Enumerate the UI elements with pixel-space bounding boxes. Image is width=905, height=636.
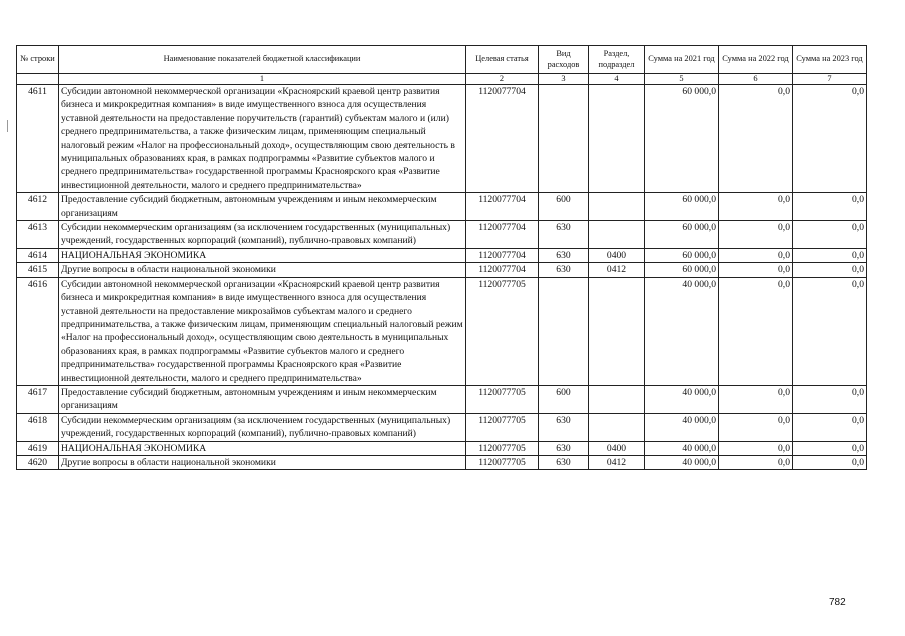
header-row-number: № строки xyxy=(17,46,59,74)
scan-margin-mark xyxy=(7,120,8,132)
expense-type-cell xyxy=(539,277,589,385)
header-sum-2022: Сумма на 2022 год xyxy=(719,46,793,74)
section-cell xyxy=(589,85,645,193)
column-number-cell: 2 xyxy=(466,74,539,85)
expense-type-cell: 600 xyxy=(539,385,589,413)
table-row xyxy=(17,248,867,262)
table-row xyxy=(17,193,867,221)
sum-2022-cell: 0,0 xyxy=(719,221,793,249)
indicator-name-cell: Субсидии автономной некоммерческой организации «Красноярский краевой центр развития бизнеса и микрокредитная компания» в виде имущественного взноса для осуществления уставной деятельности на предоставление микрозаймов субъектам малого и среднего предпринимательства, а также физическим лицам, применяющим специальный налоговый режим «Налог на профессиональный доход», осуществляющим свою деятельность в муниципальных образованиях края, в рамках подпрограммы «Развитие субъектов малого и среднего предпринимательства» государственной программы Красноярского края «Развитие инвестиционной деятельности, малого и среднего предпринимательства» xyxy=(59,277,466,385)
page-number: 782 xyxy=(829,597,846,608)
sum-2022-cell: 0,0 xyxy=(719,277,793,385)
sum-2021-cell: 60 000,0 xyxy=(645,85,719,193)
table-header-row xyxy=(17,46,867,74)
row-number-cell: 4616 xyxy=(17,277,59,385)
table-body xyxy=(17,85,867,470)
budget-table xyxy=(16,45,867,470)
sum-2021-cell: 60 000,0 xyxy=(645,263,719,277)
column-number-row xyxy=(17,74,867,85)
target-article-cell: 1120077704 xyxy=(466,221,539,249)
row-number-cell: 4618 xyxy=(17,413,59,441)
target-article-cell: 1120077704 xyxy=(466,85,539,193)
sum-2021-cell: 40 000,0 xyxy=(645,413,719,441)
sum-2023-cell: 0,0 xyxy=(793,385,867,413)
indicator-name-cell: Другие вопросы в области национальной экономики xyxy=(59,263,466,277)
indicator-name-cell: Предоставление субсидий бюджетным, автономным учреждениям и иным некоммерческим организациям xyxy=(59,193,466,221)
header-expense-type: Вид расходов xyxy=(539,46,589,74)
target-article-cell: 1120077705 xyxy=(466,385,539,413)
section-cell: 0412 xyxy=(589,455,645,469)
table-row xyxy=(17,263,867,277)
expense-type-cell xyxy=(539,85,589,193)
table-row xyxy=(17,277,867,385)
expense-type-cell: 630 xyxy=(539,455,589,469)
indicator-name-cell: Субсидии автономной некоммерческой организации «Красноярский краевой центр развития бизнеса и микрокредитная компания» в виде имущественного взноса для осуществления уставной деятельности на предоставление поручительств (гарантий) субъектам малого и (или) среднего предпринимательства, а также физическим лицам, применяющим специальный налоговый режим «Налог на профессиональный доход», осуществляющим свою деятельность в муниципальных образованиях края, в рамках подпрограммы «Развитие субъектов малого и среднего предпринимательства» государственной программы Красноярского края «Развитие инвестиционной деятельности, малого и среднего предпринимательства» xyxy=(59,85,466,193)
sum-2023-cell: 0,0 xyxy=(793,221,867,249)
column-number-cell: 6 xyxy=(719,74,793,85)
row-number-cell: 4620 xyxy=(17,455,59,469)
indicator-name-cell: Субсидии некоммерческим организациям (за исключением государственных (муниципальных) учреждений, государственных корпораций (компаний), публично-правовых компаний) xyxy=(59,413,466,441)
target-article-cell: 1120077704 xyxy=(466,193,539,221)
sum-2021-cell: 40 000,0 xyxy=(645,385,719,413)
indicator-name-cell: НАЦИОНАЛЬНАЯ ЭКОНОМИКА xyxy=(59,248,466,262)
expense-type-cell: 630 xyxy=(539,413,589,441)
row-number-cell: 4613 xyxy=(17,221,59,249)
target-article-cell: 1120077705 xyxy=(466,455,539,469)
sum-2021-cell: 40 000,0 xyxy=(645,441,719,455)
sum-2023-cell: 0,0 xyxy=(793,455,867,469)
expense-type-cell: 630 xyxy=(539,221,589,249)
table-row xyxy=(17,385,867,413)
header-section: Раздел, подраздел xyxy=(589,46,645,74)
column-number-cell xyxy=(17,74,59,85)
sum-2023-cell: 0,0 xyxy=(793,85,867,193)
column-number-cell: 5 xyxy=(645,74,719,85)
row-number-cell: 4612 xyxy=(17,193,59,221)
table-row xyxy=(17,85,867,193)
sum-2023-cell: 0,0 xyxy=(793,263,867,277)
sum-2021-cell: 60 000,0 xyxy=(645,248,719,262)
indicator-name-cell: Субсидии некоммерческим организациям (за исключением государственных (муниципальных) учреждений, государственных корпораций (компаний), публично-правовых компаний) xyxy=(59,221,466,249)
indicator-name-cell: Предоставление субсидий бюджетным, автономным учреждениям и иным некоммерческим организациям xyxy=(59,385,466,413)
sum-2023-cell: 0,0 xyxy=(793,441,867,455)
target-article-cell: 1120077705 xyxy=(466,413,539,441)
sum-2023-cell: 0,0 xyxy=(793,277,867,385)
section-cell: 0400 xyxy=(589,248,645,262)
sum-2022-cell: 0,0 xyxy=(719,263,793,277)
table-row xyxy=(17,455,867,469)
column-number-cell: 7 xyxy=(793,74,867,85)
table-row xyxy=(17,221,867,249)
section-cell: 0412 xyxy=(589,263,645,277)
sum-2022-cell: 0,0 xyxy=(719,413,793,441)
column-number-cell: 3 xyxy=(539,74,589,85)
sum-2021-cell: 60 000,0 xyxy=(645,193,719,221)
sum-2022-cell: 0,0 xyxy=(719,85,793,193)
section-cell xyxy=(589,385,645,413)
row-number-cell: 4619 xyxy=(17,441,59,455)
sum-2022-cell: 0,0 xyxy=(719,385,793,413)
sum-2022-cell: 0,0 xyxy=(719,248,793,262)
target-article-cell: 1120077705 xyxy=(466,277,539,385)
section-cell xyxy=(589,413,645,441)
section-cell xyxy=(589,221,645,249)
sum-2023-cell: 0,0 xyxy=(793,413,867,441)
column-number-cell: 1 xyxy=(59,74,466,85)
section-cell xyxy=(589,277,645,385)
row-number-cell: 4617 xyxy=(17,385,59,413)
header-sum-2021: Сумма на 2021 год xyxy=(645,46,719,74)
sum-2021-cell: 40 000,0 xyxy=(645,455,719,469)
expense-type-cell: 600 xyxy=(539,193,589,221)
sum-2022-cell: 0,0 xyxy=(719,455,793,469)
header-sum-2023: Сумма на 2023 год xyxy=(793,46,867,74)
indicator-name-cell: НАЦИОНАЛЬНАЯ ЭКОНОМИКА xyxy=(59,441,466,455)
section-cell: 0400 xyxy=(589,441,645,455)
sum-2021-cell: 60 000,0 xyxy=(645,221,719,249)
expense-type-cell: 630 xyxy=(539,248,589,262)
expense-type-cell: 630 xyxy=(539,263,589,277)
row-number-cell: 4615 xyxy=(17,263,59,277)
row-number-cell: 4611 xyxy=(17,85,59,193)
target-article-cell: 1120077704 xyxy=(466,248,539,262)
expense-type-cell: 630 xyxy=(539,441,589,455)
target-article-cell: 1120077704 xyxy=(466,263,539,277)
header-indicator-name: Наименование показателей бюджетной классификации xyxy=(59,46,466,74)
sum-2023-cell: 0,0 xyxy=(793,193,867,221)
target-article-cell: 1120077705 xyxy=(466,441,539,455)
sum-2023-cell: 0,0 xyxy=(793,248,867,262)
sum-2021-cell: 40 000,0 xyxy=(645,277,719,385)
header-target-article: Целевая статья xyxy=(466,46,539,74)
column-number-cell: 4 xyxy=(589,74,645,85)
document-page xyxy=(16,45,867,470)
table-row xyxy=(17,441,867,455)
row-number-cell: 4614 xyxy=(17,248,59,262)
indicator-name-cell: Другие вопросы в области национальной экономики xyxy=(59,455,466,469)
sum-2022-cell: 0,0 xyxy=(719,193,793,221)
section-cell xyxy=(589,193,645,221)
table-row xyxy=(17,413,867,441)
sum-2022-cell: 0,0 xyxy=(719,441,793,455)
